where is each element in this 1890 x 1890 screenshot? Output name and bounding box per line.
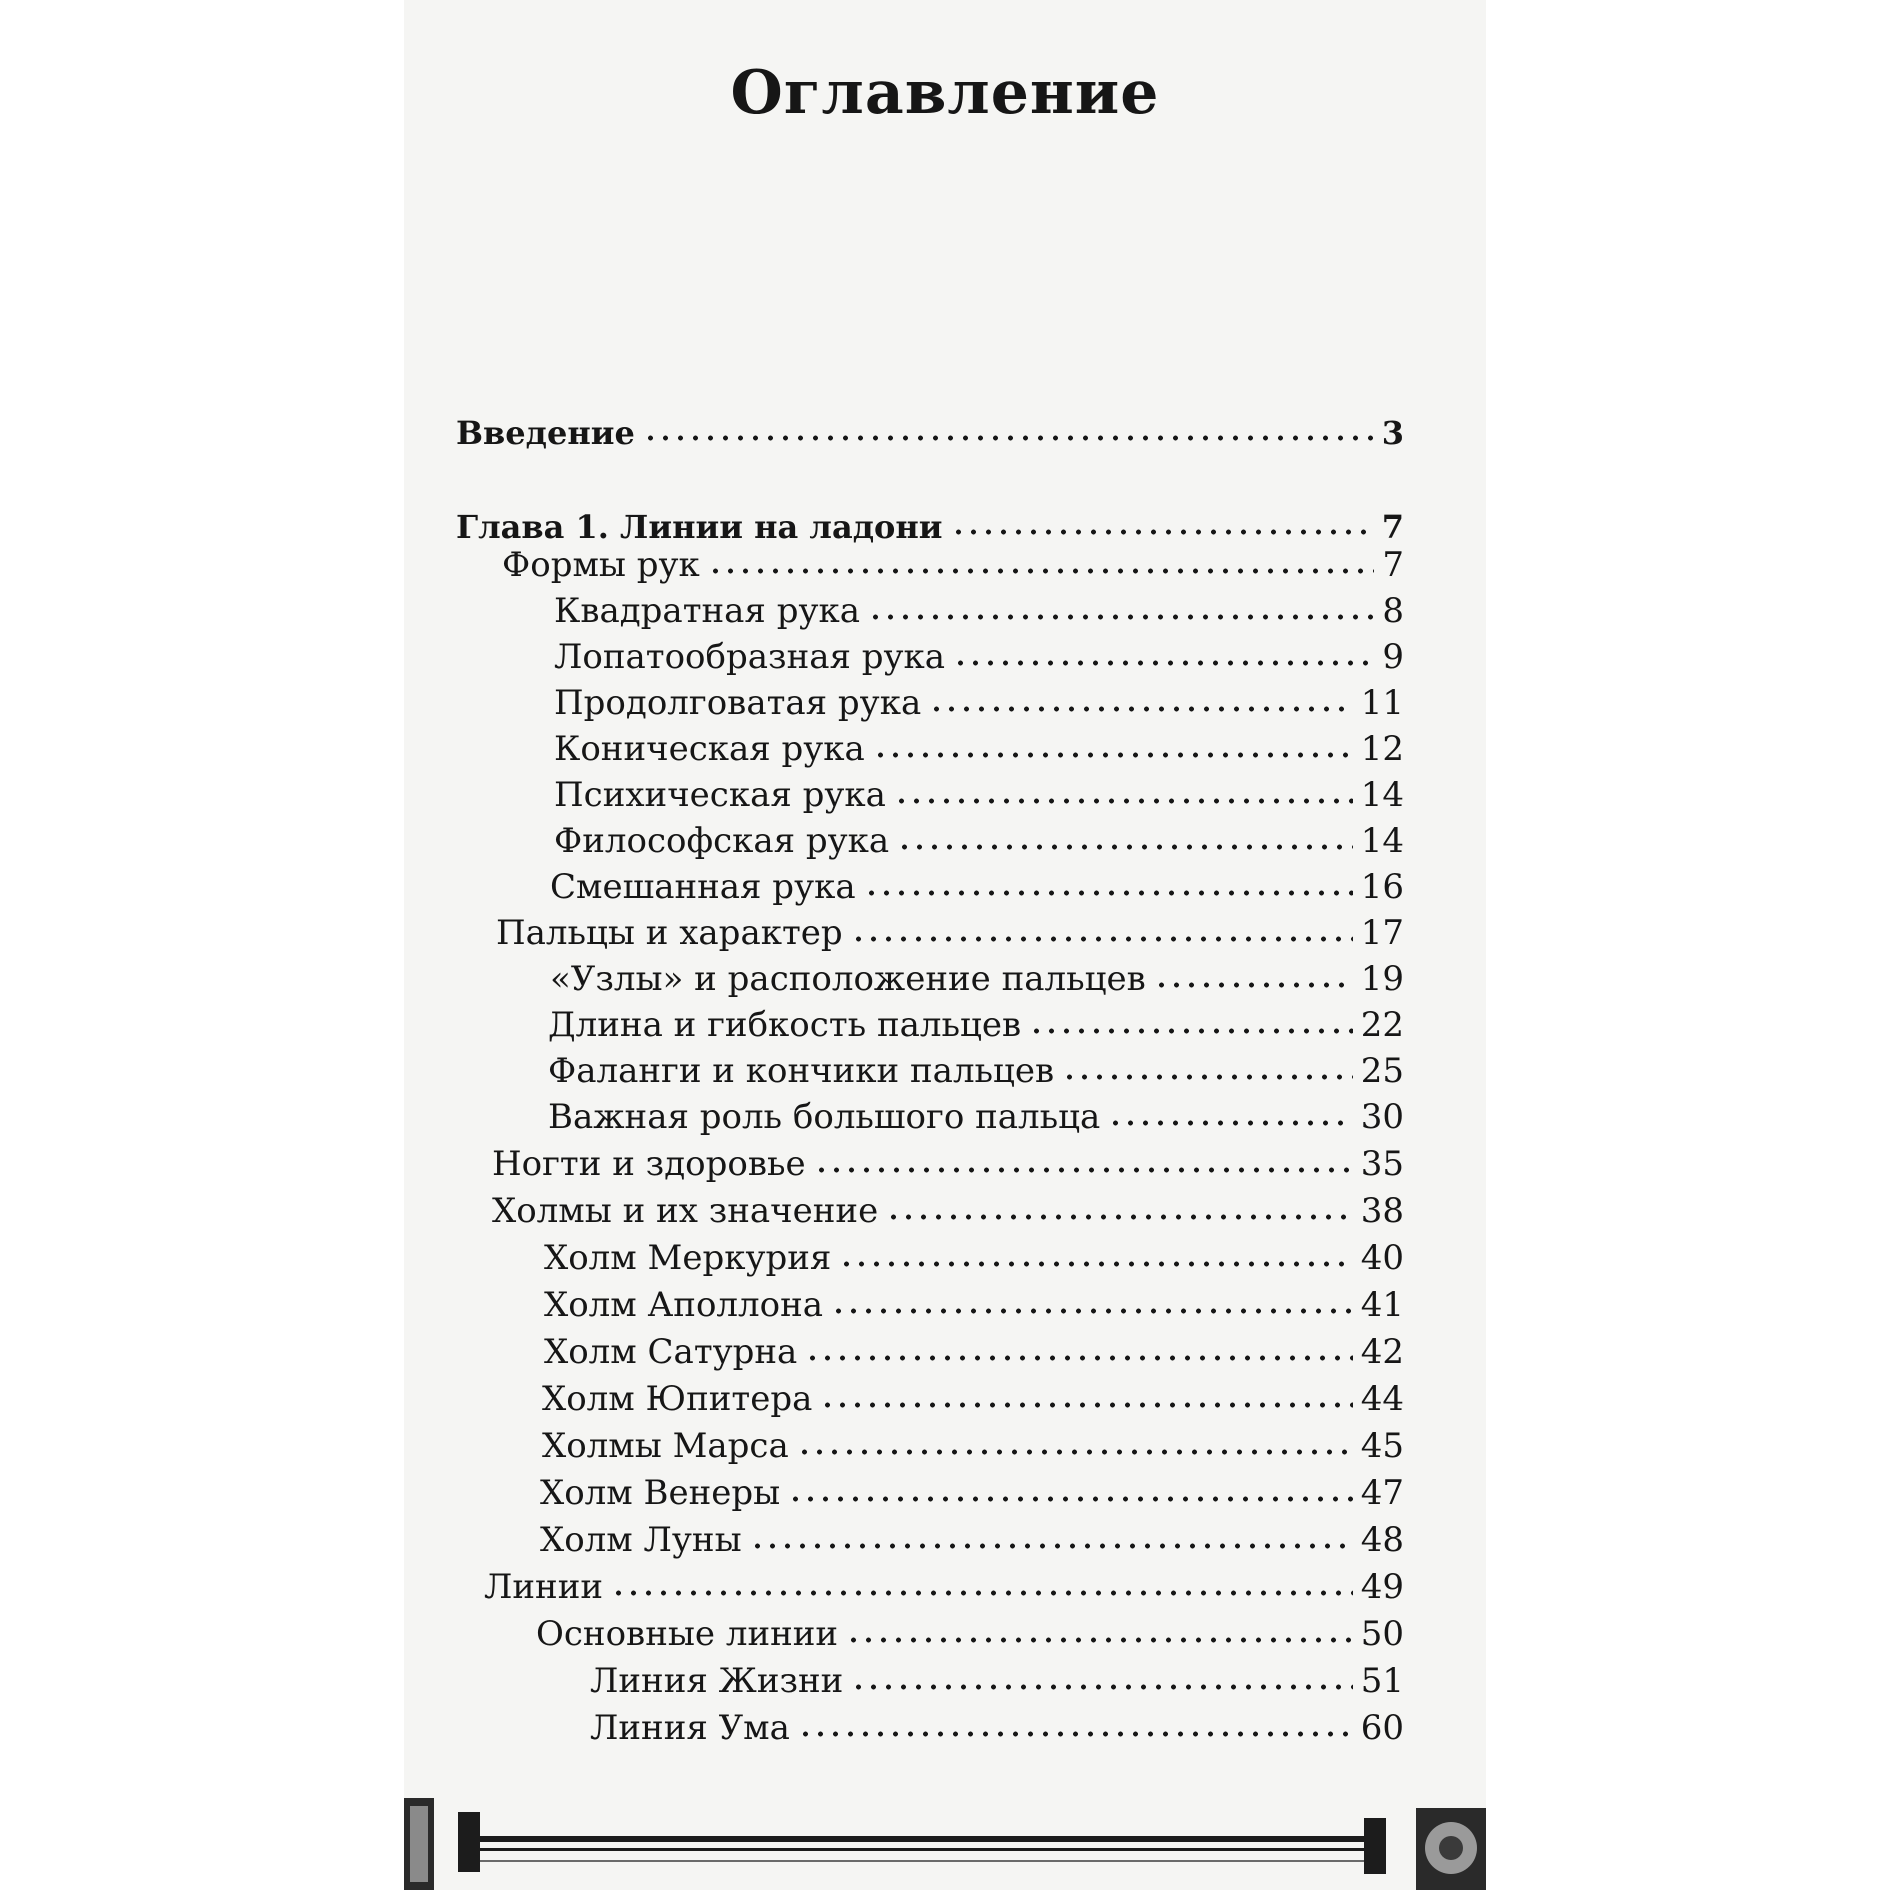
toc-entry-page: 50 [1360, 1614, 1404, 1654]
dot-leader [1108, 1118, 1352, 1128]
decorative-border [404, 1788, 1486, 1890]
dot-leader [798, 1729, 1353, 1739]
dot-leader [1062, 1072, 1353, 1082]
toc-entry [496, 909, 1404, 953]
toc-entry [554, 679, 1404, 723]
dot-leader [868, 612, 1374, 622]
toc-entry [544, 1328, 1404, 1372]
toc-entry-label: Введение [456, 414, 635, 452]
dot-leader [814, 1165, 1353, 1175]
dot-leader [953, 658, 1374, 668]
toc-entry [548, 1001, 1404, 1045]
toc-entry-page: 49 [1360, 1567, 1404, 1607]
toc-entry [554, 725, 1404, 769]
rosette-center-icon [1439, 1836, 1463, 1860]
toc-entry [554, 587, 1404, 631]
border-rule-thin [480, 1860, 1364, 1862]
toc-entry-label: Холмы Марса [542, 1426, 789, 1466]
toc-entry-label: Квадратная рука [554, 591, 860, 631]
toc-entry-label: Длина и гибкость пальцев [548, 1005, 1022, 1045]
toc-entry-page: 9 [1382, 637, 1404, 677]
toc-entry [536, 1610, 1404, 1654]
toc-entry-page: 7 [1381, 508, 1404, 546]
toc-entry-label: Холм Венеры [540, 1473, 781, 1513]
toc-entry-page: 42 [1360, 1332, 1404, 1372]
toc-entry-label: Холм Юпитера [542, 1379, 813, 1419]
dot-leader [797, 1447, 1353, 1457]
toc-entry [484, 1563, 1404, 1607]
pillar-right [1364, 1818, 1386, 1874]
toc-entry-label: Холм Аполлона [544, 1285, 824, 1325]
toc-entry-page: 8 [1382, 591, 1404, 631]
dot-leader [894, 796, 1353, 806]
toc-entry-page: 35 [1360, 1144, 1404, 1184]
dot-leader [1154, 980, 1353, 990]
book-page [404, 0, 1486, 1890]
corner-ornament-left-inner [410, 1806, 428, 1882]
dot-leader [886, 1212, 1353, 1222]
toc-entry-page: 41 [1360, 1285, 1404, 1325]
toc-entry-label: Холм Меркурия [544, 1238, 832, 1278]
dot-leader [929, 704, 1353, 714]
toc-entry-label: Коническая рука [554, 729, 865, 769]
toc-entry [544, 1281, 1404, 1325]
dot-leader [851, 934, 1353, 944]
dot-leader [820, 1400, 1352, 1410]
toc-entry-page: 40 [1360, 1238, 1404, 1278]
toc-entry-page: 47 [1360, 1473, 1404, 1513]
dot-leader [864, 888, 1353, 898]
toc-entry [456, 408, 1404, 452]
toc-entry-page: 12 [1360, 729, 1404, 769]
toc-entry [456, 502, 1404, 546]
toc-entry [550, 863, 1404, 907]
toc-entry-label: Формы рук [502, 545, 700, 585]
table-of-contents [404, 0, 1486, 1890]
toc-entry-label: Линии [484, 1567, 604, 1607]
toc-entry-page: 30 [1360, 1097, 1404, 1137]
toc-entry-label: Смешанная рука [550, 867, 856, 907]
toc-entry-page: 51 [1360, 1661, 1404, 1701]
toc-entry-page: 14 [1360, 775, 1404, 815]
toc-entry [542, 1375, 1404, 1419]
pillar-left [458, 1812, 480, 1872]
toc-entry [548, 1047, 1404, 1091]
toc-entry [542, 1422, 1404, 1466]
dot-leader [831, 1306, 1353, 1316]
toc-entry-page: 17 [1360, 913, 1404, 953]
toc-entry-page: 14 [1360, 821, 1404, 861]
toc-entry [554, 633, 1404, 677]
dot-leader [951, 527, 1374, 537]
dot-leader [846, 1635, 1353, 1645]
toc-entry-page: 19 [1360, 959, 1404, 999]
toc-entry [540, 1516, 1404, 1560]
toc-entry-label: Фаланги и кончики пальцев [548, 1051, 1055, 1091]
toc-entry [544, 1234, 1404, 1278]
toc-entry-label: Лопатообразная рука [554, 637, 946, 677]
toc-entry [492, 1187, 1404, 1231]
toc-entry [554, 817, 1404, 861]
toc-entry-label: Важная роль большого пальца [548, 1097, 1101, 1137]
toc-entry [550, 955, 1404, 999]
toc-entry-page: 45 [1360, 1426, 1404, 1466]
toc-entry [502, 541, 1404, 585]
toc-entry-page: 22 [1360, 1005, 1404, 1045]
dot-leader [643, 433, 1374, 443]
toc-entry-label: Холмы и их значение [492, 1191, 879, 1231]
dot-leader [708, 566, 1375, 576]
toc-entry-label: Холм Луны [540, 1520, 742, 1560]
toc-entry-label: Основные линии [536, 1614, 839, 1654]
toc-entry [590, 1657, 1404, 1701]
toc-entry [548, 1093, 1404, 1137]
toc-entry-page: 7 [1382, 545, 1404, 585]
toc-entry-page: 44 [1360, 1379, 1404, 1419]
toc-entry-label: Философская рука [554, 821, 890, 861]
toc-entry-page: 3 [1381, 414, 1404, 452]
dot-leader [788, 1494, 1352, 1504]
border-rule-bottom [480, 1848, 1364, 1851]
toc-entry-label: «Узлы» и расположение пальцев [550, 959, 1146, 999]
toc-entry [540, 1469, 1404, 1513]
dot-leader [750, 1541, 1353, 1551]
toc-entry-page: 38 [1360, 1191, 1404, 1231]
toc-entry-label: Холм Сатурна [544, 1332, 798, 1372]
toc-entry-label: Глава 1. Линии на ладони [456, 508, 943, 546]
toc-entry-label: Линия Ума [590, 1708, 790, 1748]
toc-entry-label: Психическая рука [554, 775, 886, 815]
toc-entry-page: 11 [1360, 683, 1404, 723]
toc-entry [590, 1704, 1404, 1748]
toc-entry [554, 771, 1404, 815]
toc-entry-page: 60 [1360, 1708, 1404, 1748]
toc-entry-label: Линия Жизни [590, 1661, 844, 1701]
page-title: Оглавление [730, 58, 1160, 128]
toc-entry-label: Пальцы и характер [496, 913, 843, 953]
toc-entry-page: 48 [1360, 1520, 1404, 1560]
toc-entry-page: 16 [1360, 867, 1404, 907]
dot-leader [839, 1259, 1352, 1269]
dot-leader [611, 1588, 1353, 1598]
dot-leader [805, 1353, 1352, 1363]
toc-entry-label: Ногти и здоровье [492, 1144, 806, 1184]
border-rule-top [480, 1836, 1364, 1842]
dot-leader [897, 842, 1353, 852]
toc-entry [492, 1140, 1404, 1184]
dot-leader [873, 750, 1353, 760]
toc-entry-page: 25 [1360, 1051, 1404, 1091]
toc-entry-label: Продолговатая рука [554, 683, 922, 723]
dot-leader [851, 1682, 1352, 1692]
dot-leader [1029, 1026, 1353, 1036]
